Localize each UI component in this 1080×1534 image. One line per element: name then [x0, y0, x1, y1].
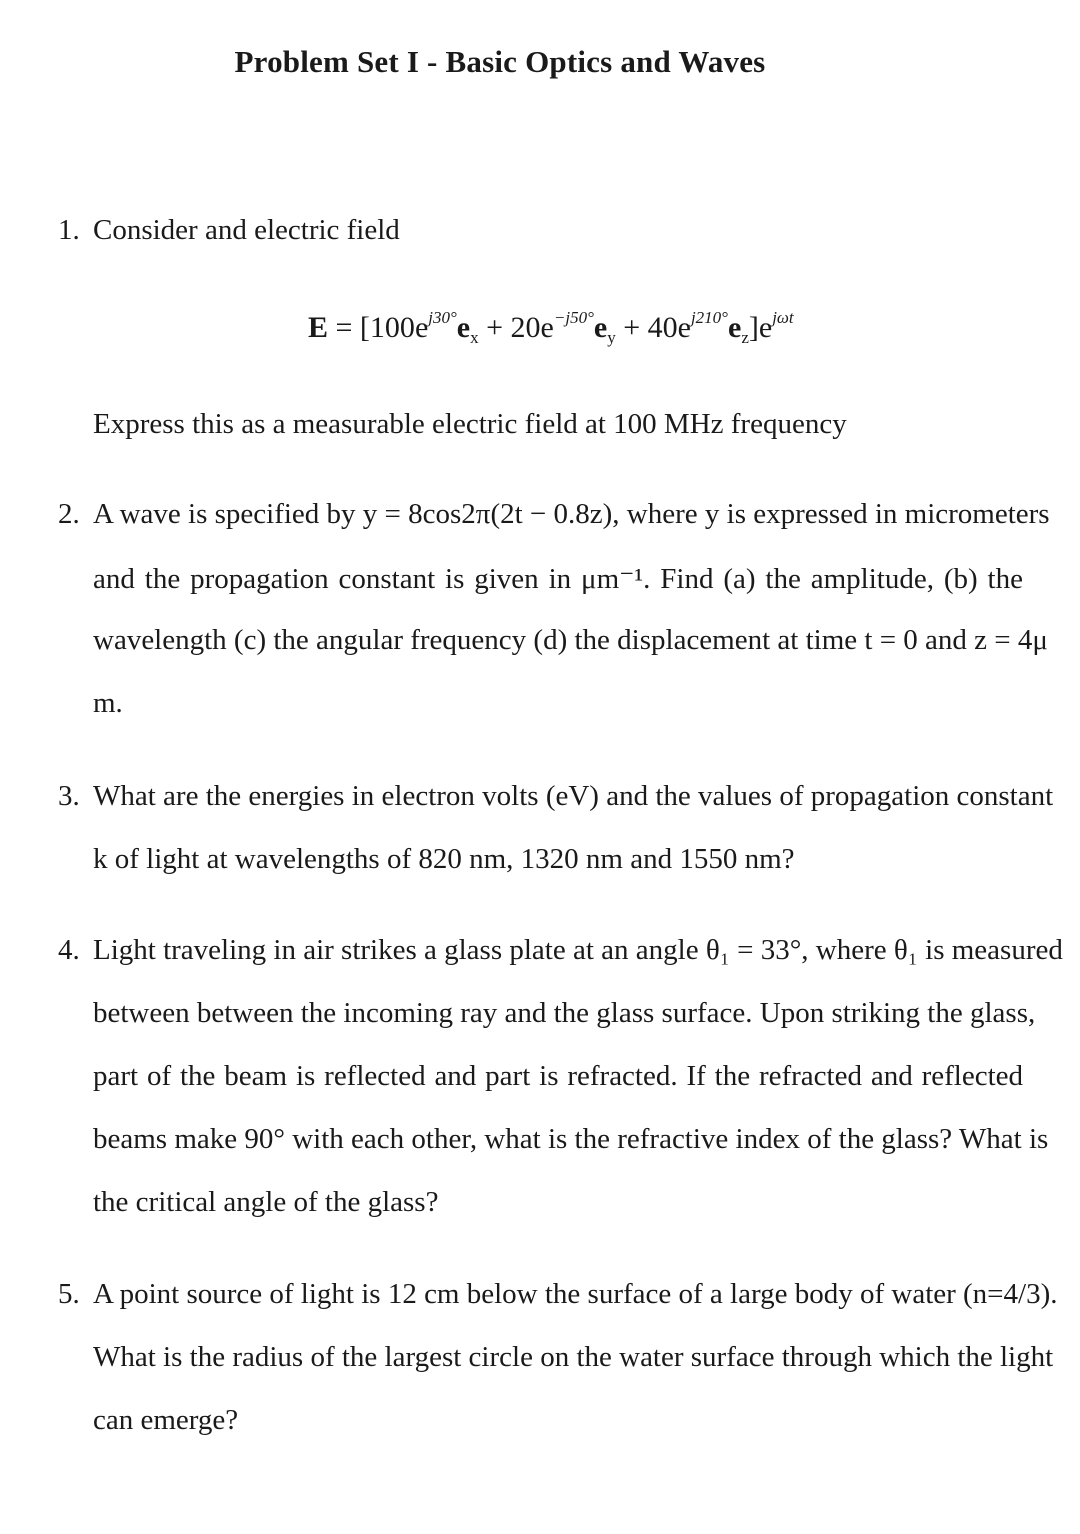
problem-5-line-2: What is the radius of the largest circle on the water surface through which the light	[93, 1341, 1054, 1373]
problem-5-line-3: can emerge?	[93, 1404, 239, 1436]
problem-4-line-4: beams make 90° with each other, what is the refractive index of the glass? What is	[93, 1123, 1049, 1155]
problem-2-line-3: wavelength (c) the angular frequency (d) the displacement at time t = 0 and z = 4μ	[93, 624, 1048, 656]
problem-3-line-1: What are the energies in electron volts (eV) and the values of propagation constant	[93, 780, 1054, 812]
eq-exp-base: e	[414, 311, 429, 344]
eq-unit-vector-x: e	[456, 311, 471, 344]
problem-4-line-3: part of the beam is reflected and part is refracted. If the refracted and reflected	[93, 1060, 1023, 1092]
problem-2-number: 2.	[58, 498, 80, 530]
eq-bracket: ]	[748, 311, 759, 344]
eq-exp-base: e	[758, 311, 773, 344]
problem-1-number: 1.	[58, 214, 80, 246]
eq-part: = [100	[328, 311, 415, 344]
eq-part: + 40	[615, 311, 678, 344]
problem-2-line-4: m.	[93, 687, 123, 719]
eq-part: + 20	[478, 311, 541, 344]
eq-exponent: −j50°	[553, 308, 594, 327]
eq-exp-base: e	[677, 311, 691, 344]
problem-1-task: Express this as a measurable electric field at 100 MHz frequency	[93, 408, 847, 440]
electric-field-equation	[308, 308, 794, 348]
eq-subscript: z	[741, 328, 749, 347]
problem-5-number: 5.	[58, 1278, 80, 1310]
problem-3-line-2: k of light at wavelengths of 820 nm, 1320 nm and 1550 nm?	[93, 843, 795, 875]
eq-subscript: y	[607, 328, 616, 347]
eq-exp-base: e	[540, 311, 554, 344]
eq-exponent: j210°	[690, 308, 728, 327]
eq-exponent: j30°	[428, 308, 457, 327]
problem-1-intro: Consider and electric field	[93, 214, 400, 246]
problem-2-line-1: A wave is specified by y = 8cos2π(2t − 0.8z), where y is expressed in micrometers	[93, 498, 1050, 530]
problem-5-line-1: A point source of light is 12 cm below the surface of a large body of water (n=4/3).	[93, 1278, 1058, 1310]
eq-unit-vector-z: e	[727, 311, 742, 344]
eq-lhs: E	[308, 311, 329, 344]
problem-4-line-1: Light traveling in air strikes a glass plate at an angle θ₁ = 33°, where θ₁ is measured	[93, 934, 1063, 966]
eq-unit-vector-y: e	[593, 311, 608, 344]
eq-exponent: jωt	[772, 308, 794, 327]
problem-4-number: 4.	[58, 934, 80, 966]
problem-2-line-2: and the propagation constant is given in μm⁻¹. Find (a) the amplitude, (b) the	[93, 563, 1023, 595]
eq-subscript: x	[470, 328, 479, 347]
problem-4-line-5: the critical angle of the glass?	[93, 1186, 439, 1218]
problem-4-line-2: between between the incoming ray and the glass surface. Upon striking the glass,	[93, 997, 1036, 1029]
problem-3-number: 3.	[58, 780, 80, 812]
page-title: Problem Set I - Basic Optics and Waves	[234, 44, 766, 79]
